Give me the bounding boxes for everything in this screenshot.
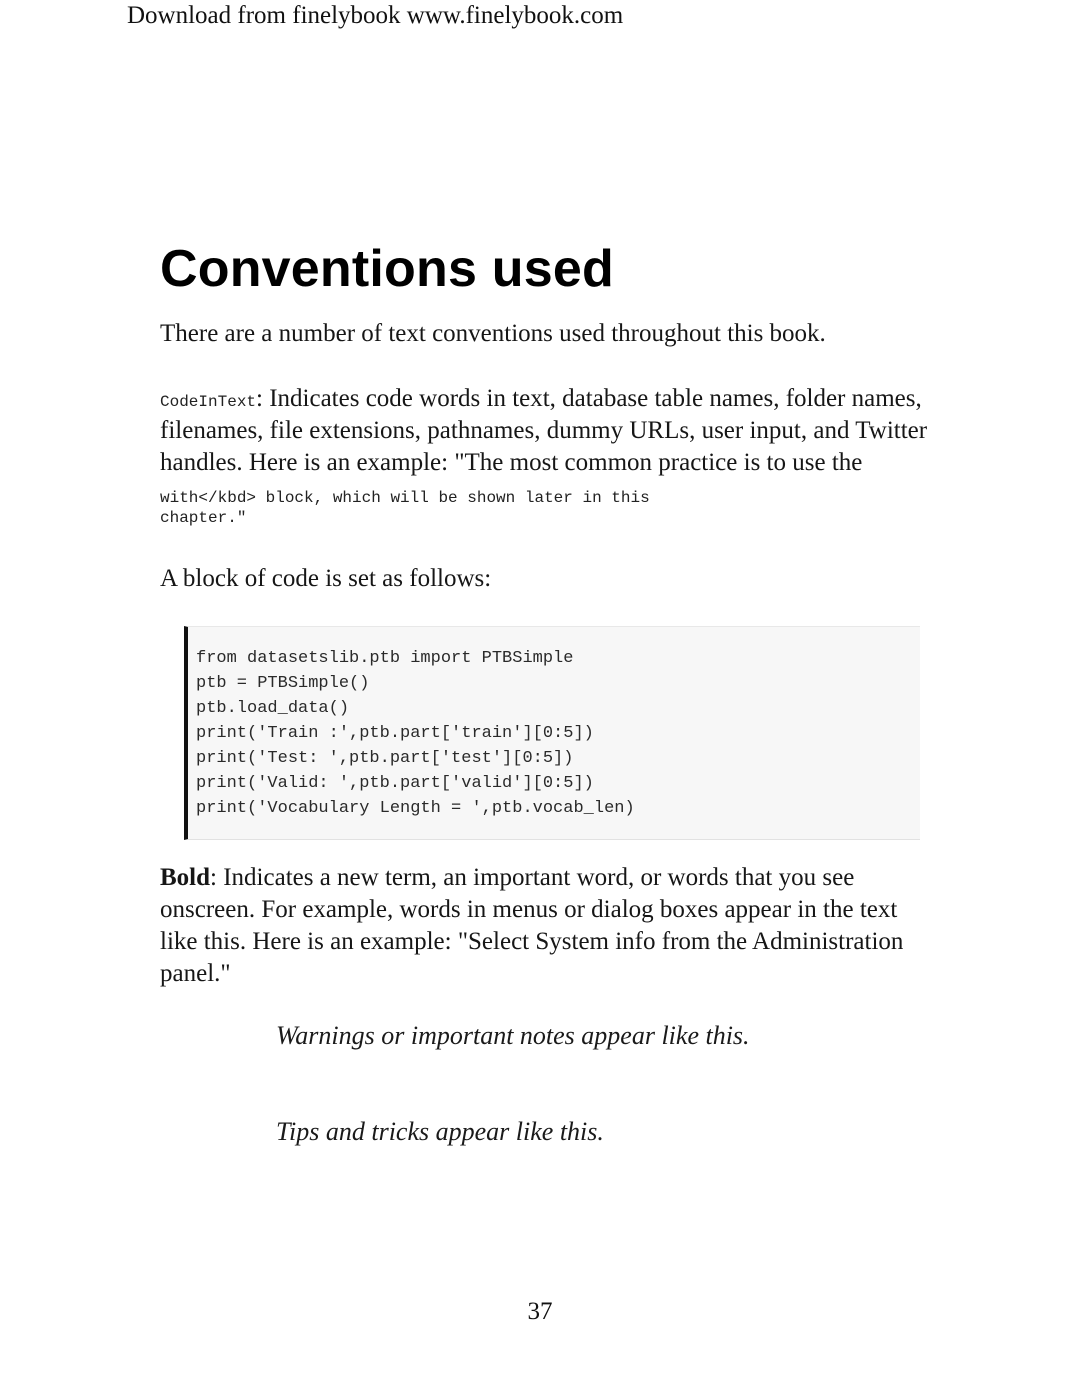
code-line: print('Test: ',ptb.part['test'][0:5]) xyxy=(196,749,574,768)
code-line: print('Vocabulary Length = ',ptb.vocab_len) xyxy=(196,799,635,818)
download-header: Download from finelybook www.finelybook.com xyxy=(127,2,624,29)
bold-term: Bold xyxy=(160,864,211,891)
code-block xyxy=(184,626,920,840)
codeintext-description: : Indicates code words in text, database table names, folder names, filenames, file extensions, pathnames, dummy URLs, user input, and Twitter handles. Here is an example: "The most common practice is to use the xyxy=(160,385,928,476)
tip-note: Tips and tricks appear like this. xyxy=(276,1117,604,1146)
code-line: ptb.load_data() xyxy=(196,699,350,718)
bold-paragraph xyxy=(160,862,930,990)
code-line: from datasetslib.ptb import PTBSimple xyxy=(196,649,574,668)
code-line: ptb = PTBSimple() xyxy=(196,674,370,693)
code-line: print('Train :',ptb.part['train'][0:5]) xyxy=(196,724,594,743)
intro-paragraph: There are a number of text conventions used throughout this book. xyxy=(160,320,826,347)
codeintext-example-code-tail: chapter." xyxy=(160,509,247,527)
bold-description: : Indicates a new term, an important word, or words that you see onscreen. For example, words in menus or dialog boxes appear in the text like this. Here is an example: "Select System info from the Administration panel." xyxy=(160,864,904,987)
codeintext-term: CodeInText xyxy=(160,393,257,411)
warning-note: Warnings or important notes appear like this. xyxy=(276,1021,750,1050)
codeintext-paragraph xyxy=(160,383,930,529)
codeintext-example-code: with</kbd> block, which will be shown later in this xyxy=(160,489,650,507)
code-block-intro: A block of code is set as follows: xyxy=(160,565,492,592)
page-title: Conventions used xyxy=(160,240,614,298)
page-number: 37 xyxy=(527,1298,553,1325)
code-listing xyxy=(196,646,635,821)
code-line: print('Valid: ',ptb.part['valid'][0:5]) xyxy=(196,774,594,793)
